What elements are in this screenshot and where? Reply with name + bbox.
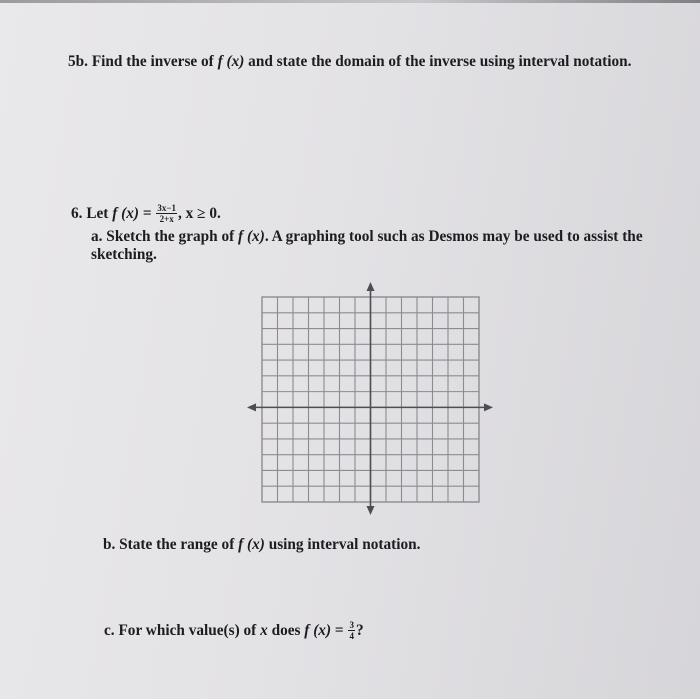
question-6c-text-mid: does	[267, 622, 305, 640]
question-6c-variable: x	[260, 622, 268, 640]
question-6a-label: a.	[91, 228, 103, 245]
question-6c-equals: =	[331, 622, 348, 640]
question-6c-label: c.	[104, 622, 115, 640]
question-6-number: 6.	[71, 205, 83, 223]
question-6c-qmark: ?	[355, 622, 364, 640]
question-6-equals: =	[139, 205, 156, 223]
question-5b-function: f (x)	[217, 53, 245, 70]
question-6b-text-before: State the range of	[115, 536, 239, 553]
question-6c-numerator: 3	[349, 620, 354, 630]
question-6b-label: b.	[103, 536, 116, 553]
question-6a-function: f (x)	[238, 228, 265, 245]
question-6b-text-after: using interval notation.	[264, 536, 421, 553]
question-6a-line2: sketching.	[91, 246, 157, 263]
question-6c-function: f (x)	[304, 622, 332, 640]
question-6c-text-before: For which value(s) of	[114, 622, 261, 640]
y-axis-down-arrow	[367, 506, 375, 515]
question-6c-denominator: 4	[349, 631, 354, 641]
x-axis-left-arrow	[247, 403, 256, 411]
question-6-let: Let	[86, 205, 113, 223]
x-axis-right-arrow	[484, 403, 493, 411]
question-6c	[104, 621, 364, 642]
question-6-numerator: 3x−1	[157, 203, 177, 213]
question-6a-text-before: Sketch the graph of	[102, 228, 239, 245]
question-5b-number: 5b.	[68, 53, 88, 70]
question-6b-function: f (x)	[238, 536, 265, 553]
y-axis-up-arrow	[367, 282, 375, 291]
question-6a-text-after: . A graphing tool such as Desmos may be used to assist the	[264, 228, 643, 245]
question-6-condition: , x ≥ 0.	[178, 205, 221, 223]
question-5b-text-before: Find the inverse of	[91, 53, 218, 70]
question-5b-text-after: and state the domain of the inverse using interval notation.	[244, 53, 632, 70]
question-6-function: f (x)	[112, 205, 139, 223]
question-6-denominator: 2+x	[159, 214, 174, 224]
question-6b	[103, 536, 420, 554]
question-6c-fraction	[348, 620, 355, 641]
